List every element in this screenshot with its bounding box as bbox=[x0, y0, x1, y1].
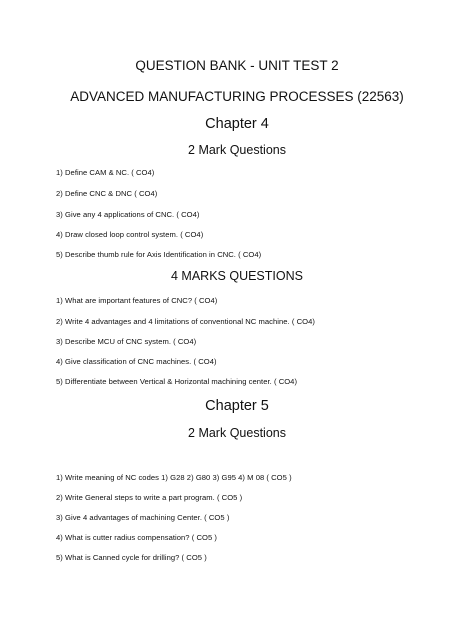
course-title: ADVANCED MANUFACTURING PROCESSES (22563) bbox=[70, 89, 404, 104]
question-item: 4) What is cutter radius compensation? ( CO5 ) bbox=[56, 533, 217, 542]
question-item: 1) Define CAM & NC. ( CO4) bbox=[56, 168, 155, 177]
question-item: 4) Give classification of CNC machines. ( CO4) bbox=[56, 357, 217, 366]
section-heading: 2 Mark Questions bbox=[188, 426, 286, 440]
question-item: 5) Describe thumb rule for Axis Identification in CNC. ( CO4) bbox=[56, 250, 262, 259]
question-item: 2) Write 4 advantages and 4 limitations of conventional NC machine. ( CO4) bbox=[56, 317, 315, 326]
chapter-heading: Chapter 4 bbox=[205, 116, 269, 132]
document-title: QUESTION BANK - UNIT TEST 2 bbox=[135, 58, 339, 73]
question-item: 5) What is Canned cycle for drilling? ( CO5 ) bbox=[56, 553, 207, 562]
question-item: 2) Define CNC & DNC ( CO4) bbox=[56, 189, 158, 198]
question-item: 5) Differentiate between Vertical & Horizontal machining center. ( CO4) bbox=[56, 377, 298, 386]
section-heading: 2 Mark Questions bbox=[188, 143, 286, 157]
question-item: 3) Give any 4 applications of CNC. ( CO4) bbox=[56, 210, 200, 219]
question-item: 2) Write General steps to write a part program. ( CO5 ) bbox=[56, 493, 243, 502]
section-heading: 4 MARKS QUESTIONS bbox=[171, 269, 303, 283]
question-item: 3) Give 4 advantages of machining Center. ( CO5 ) bbox=[56, 513, 230, 522]
question-item: 1) Write meaning of NC codes 1) G28 2) G80 3) G95 4) M 08 ( CO5 ) bbox=[56, 473, 292, 482]
question-item: 4) Draw closed loop control system. ( CO4) bbox=[56, 230, 204, 239]
question-item: 3) Describe MCU of CNC system. ( CO4) bbox=[56, 337, 197, 346]
chapter-heading: Chapter 5 bbox=[205, 398, 269, 414]
question-item: 1) What are important features of CNC? ( CO4) bbox=[56, 296, 218, 305]
